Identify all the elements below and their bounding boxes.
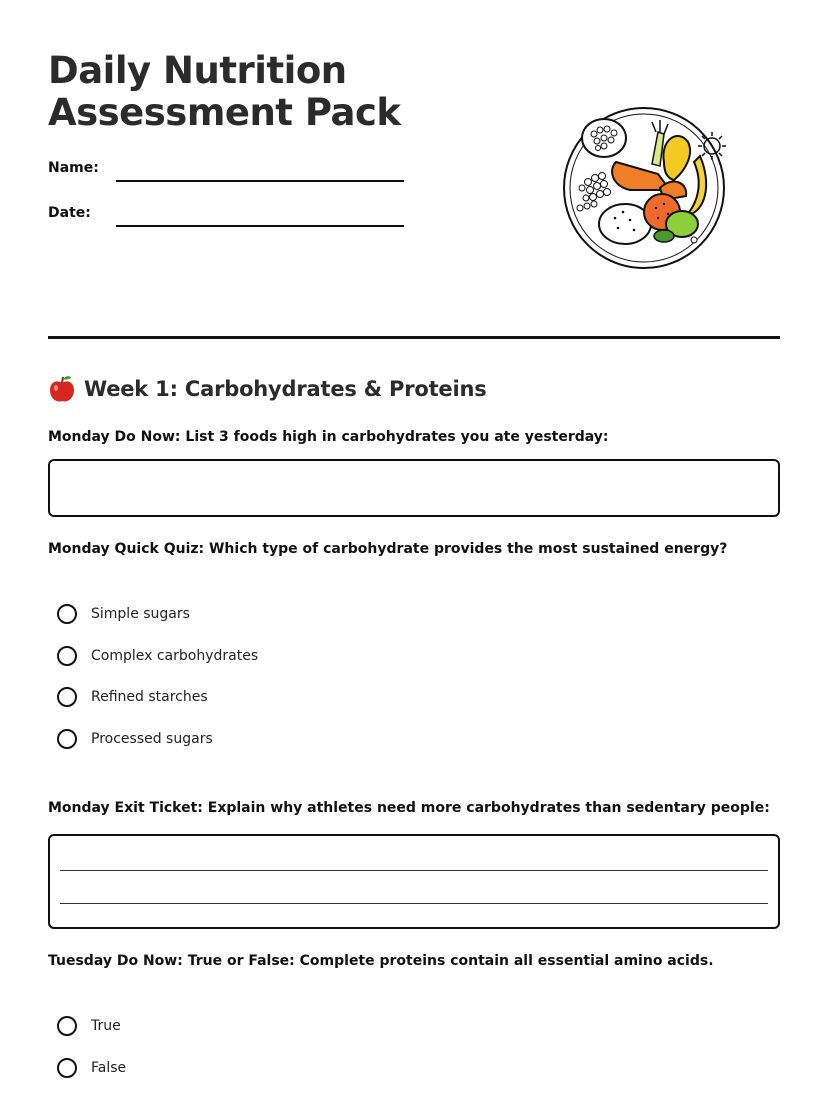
name-label: Name: [48,160,99,176]
option-complex-carbohydrates[interactable] [57,646,258,666]
date-field[interactable] [116,225,404,227]
answer-box-monday-exit-ticket[interactable] [48,834,780,929]
option-label: True [91,1018,121,1034]
option-refined-starches[interactable] [57,687,208,707]
option-label: False [91,1060,127,1076]
writing-line [60,903,768,904]
apple-icon [48,374,76,404]
section-heading [48,374,487,404]
radio-button[interactable] [57,687,77,707]
page-title [48,50,401,134]
option-label: Complex carbohydrates [91,648,259,664]
radio-button[interactable] [57,604,77,624]
answer-box-monday-do-now[interactable] [48,459,780,517]
option-label: Simple sugars [91,606,190,622]
radio-button[interactable] [57,646,77,666]
radio-button[interactable] [57,1016,77,1036]
question-monday-quiz: Monday Quick Quiz: Which type of carbohydrate provides the most sustained energy? [48,541,728,557]
question-monday-do-now: Monday Do Now: List 3 foods high in carbohydrates you ate yesterday: [48,429,609,445]
title-line-1: Daily Nutrition [48,49,347,92]
section-divider [48,336,780,339]
section-title: Week 1: Carbohydrates & Proteins [84,377,487,401]
title-line-2: Assessment Pack [48,91,401,134]
food-plate-illustration [560,104,732,270]
writing-line [60,870,768,871]
option-label: Refined starches [91,689,208,705]
date-label: Date: [48,205,91,221]
name-field[interactable] [116,180,404,182]
grain-bowl-icon [582,119,626,157]
radio-button[interactable] [57,1058,77,1078]
question-monday-exit-ticket: Monday Exit Ticket: Explain why athletes need more carbohydrates than sedentary people: [48,800,770,816]
option-false[interactable] [57,1058,126,1078]
option-true[interactable] [57,1016,121,1036]
question-tuesday-do-now: Tuesday Do Now: True or False: Complete proteins contain all essential amino acids. [48,953,714,969]
option-simple-sugars[interactable] [57,604,190,624]
radio-button[interactable] [57,729,77,749]
option-label: Processed sugars [91,731,213,747]
option-processed-sugars[interactable] [57,729,213,749]
